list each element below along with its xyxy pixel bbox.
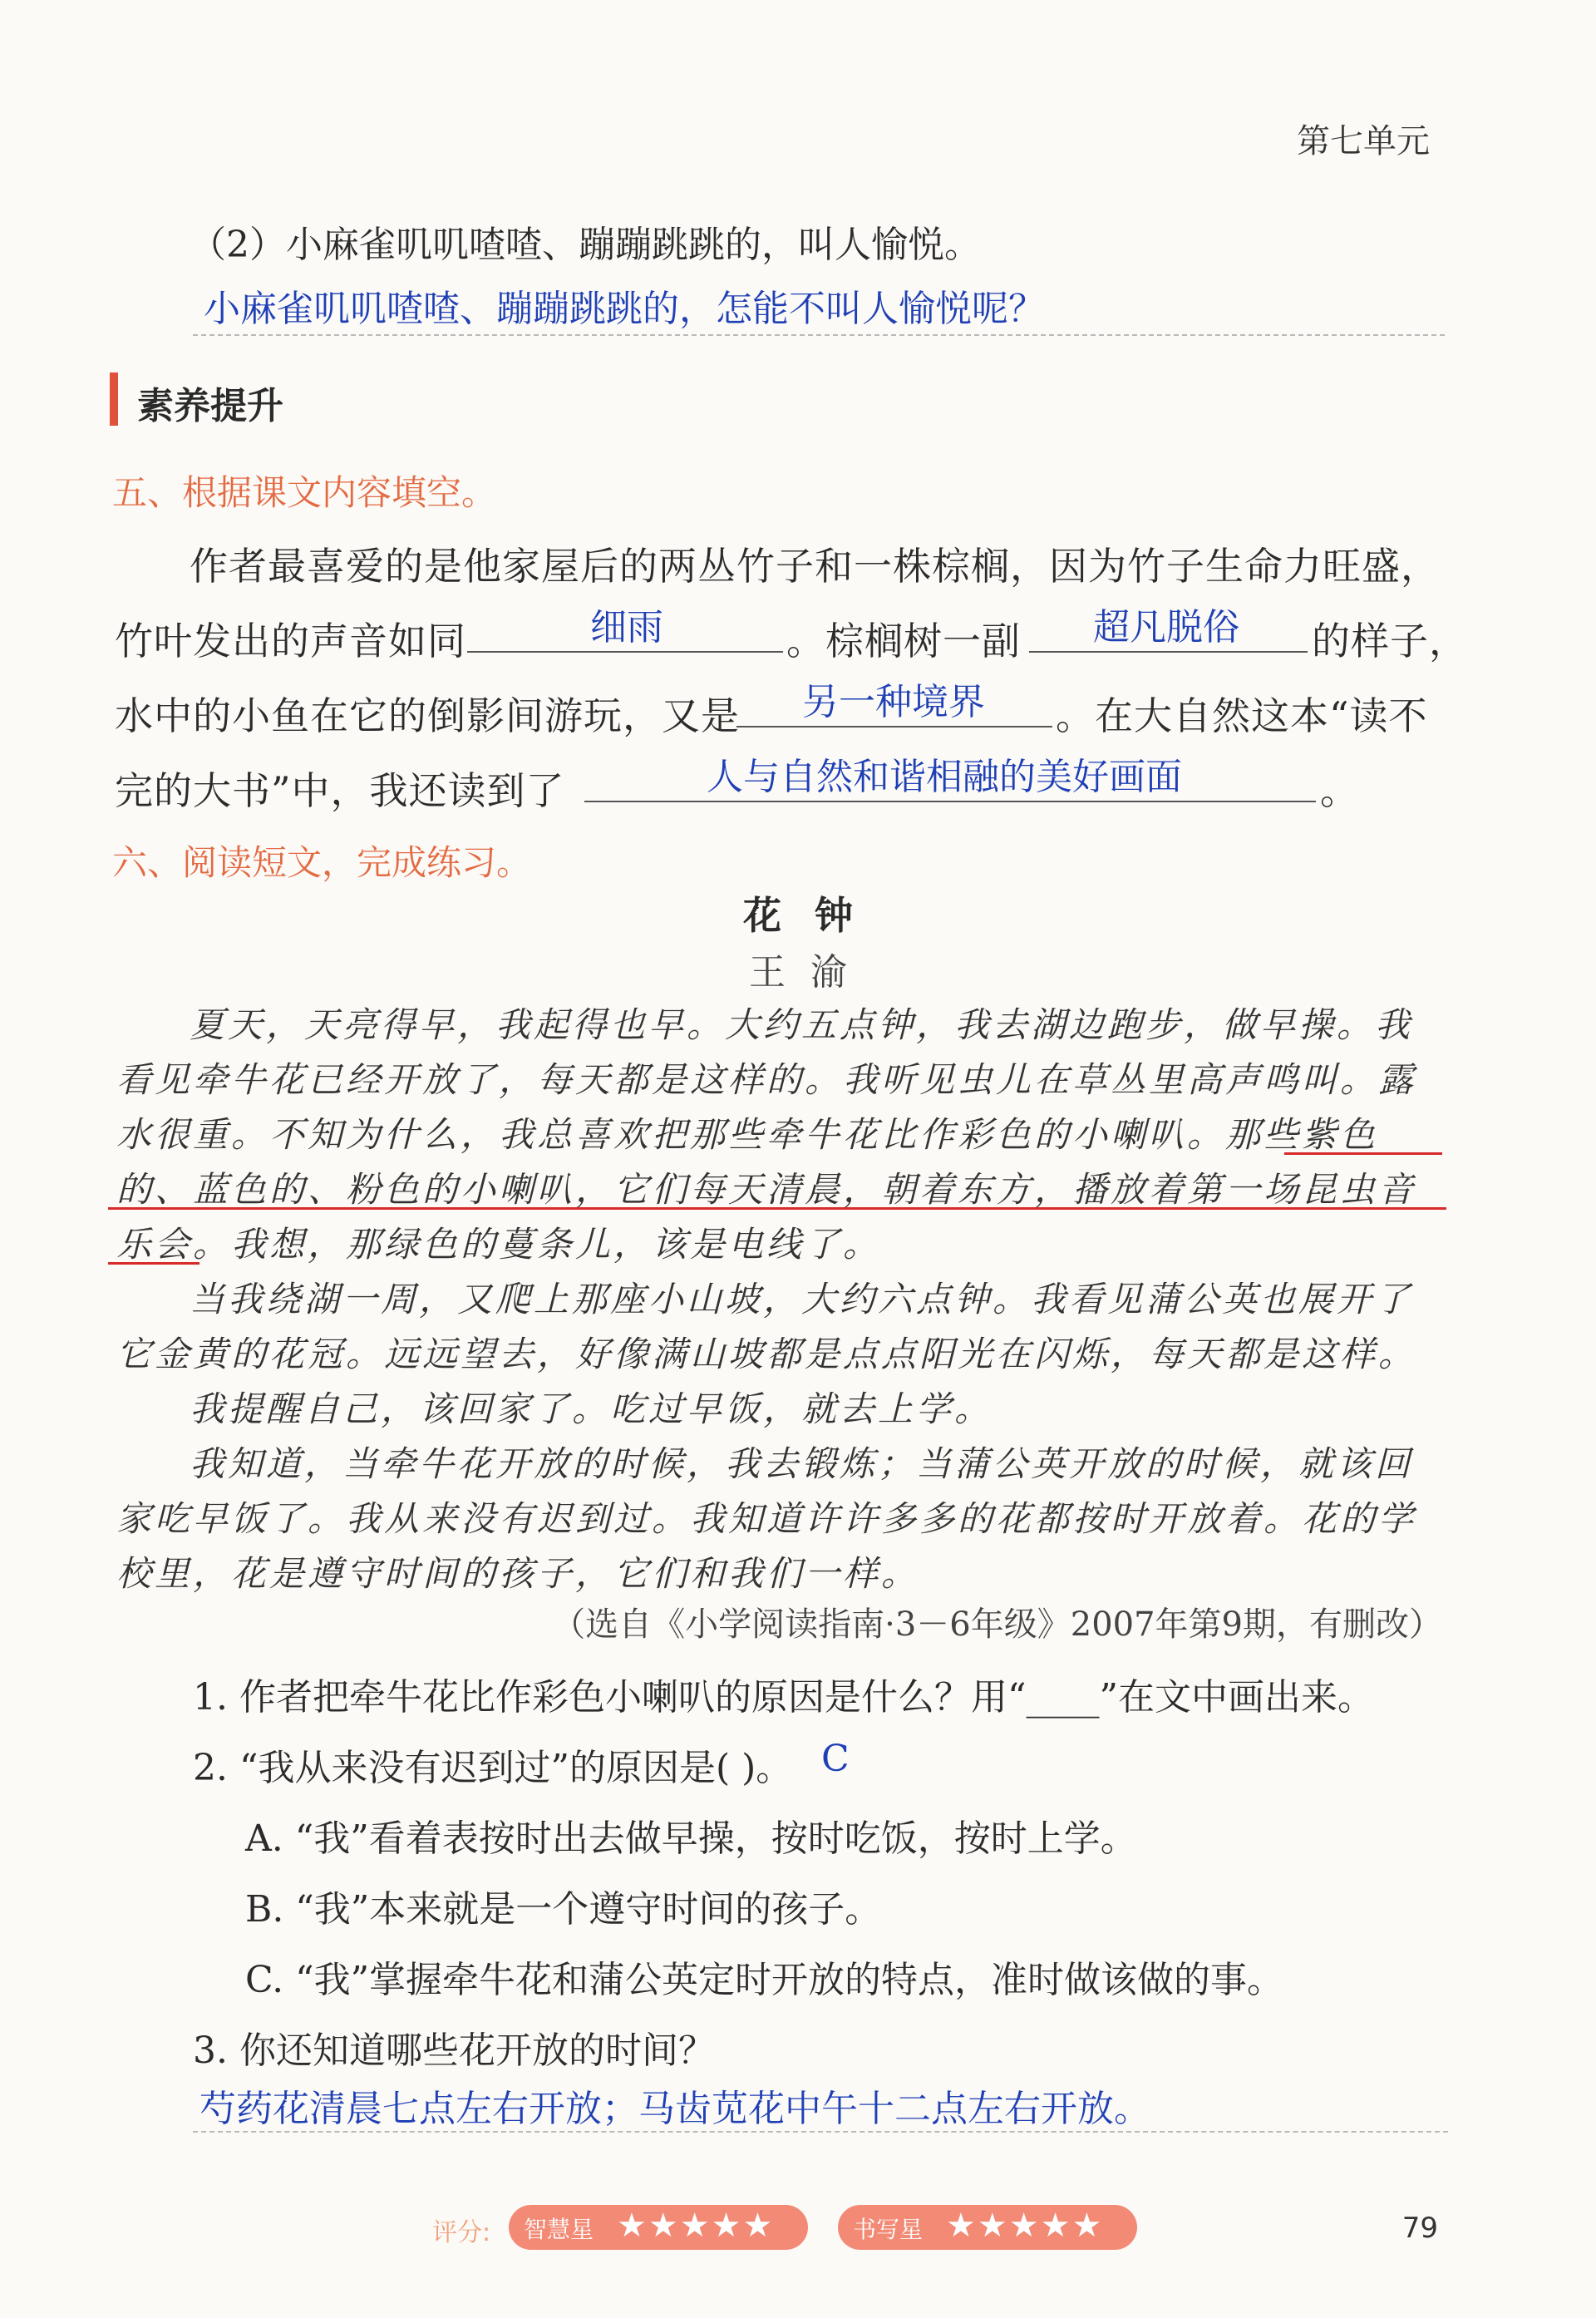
fill-line-2b: 。棕榈树一副	[786, 619, 1021, 663]
choice-a: A. “我”看着表按时出去做早操，按时吃饭，按时上学。	[245, 1817, 1137, 1860]
question-6-2-answer: C	[821, 1738, 850, 1780]
story-line: 它金黄的花冠。远远望去，好像满山坡都是点点阳光在闪烁，每天都是这样。	[116, 1334, 1417, 1374]
story-line: 夏天，天亮得早，我起得也早。大约五点钟，我去湖边跑步，做早操。我	[190, 1004, 1414, 1045]
score-label: 评分:	[432, 2218, 491, 2247]
star-icons[interactable]: ★★★★★	[617, 2207, 775, 2245]
answer-line	[193, 334, 1445, 336]
story-line: 我提醒自己，该回家了。吃过早饭，就去上学。	[190, 1388, 993, 1429]
blank-3-answer: 另一种境界	[802, 681, 985, 723]
story-line: 当我绕湖一周，又爬上那座小山坡，大约六点钟。我看见蒲公英也展开了	[190, 1279, 1414, 1319]
answer-line	[193, 2131, 1448, 2133]
writing-star-rating[interactable]	[838, 2205, 1137, 2250]
story-line: 校里，花是遵守时间的孩子，它们和我们一样。	[116, 1553, 920, 1594]
fill-line-3a: 水中的小鱼在它的倒影间游玩，又是	[115, 693, 740, 738]
answer-underline	[1284, 1152, 1442, 1155]
story-line: 我知道，当牵牛花开放的时候，我去锻炼；当蒲公英开放的时候，就该回	[190, 1443, 1414, 1484]
fill-line-2c: 的样子，	[1312, 619, 1468, 663]
answer-underline	[108, 1207, 1446, 1210]
section-title: 素养提升	[137, 385, 283, 427]
blank-3-line	[736, 726, 1052, 727]
blank-2-line	[1029, 651, 1308, 653]
answer-underline	[108, 1262, 200, 1265]
story-author: 王渝	[749, 951, 872, 994]
story-line: 的、蓝色的、粉色的小喇叭，它们每天清晨，朝着东方，播放着第一场昆虫音	[116, 1169, 1417, 1210]
blank-4-answer: 人与自然和谐相融的美好画面	[707, 756, 1182, 798]
question-5-heading: 五、根据课文内容填空。	[112, 472, 497, 513]
wisdom-star-label: 智慧星	[524, 2216, 594, 2243]
section-marker	[110, 372, 118, 426]
story-line: 家吃早饭了。我从来没有迟到过。我知道许许多多的花都按时开放着。花的学	[116, 1498, 1417, 1539]
unit-label: 第七单元	[1297, 122, 1430, 160]
page-number: 79	[1401, 2212, 1438, 2245]
story-title: 花钟	[743, 893, 886, 938]
blank-4-line	[584, 801, 1316, 802]
writing-star-label: 书写星	[853, 2216, 924, 2243]
previous-question: （2）小麻雀叽叽喳喳、蹦蹦跳跳的，叫人愉悦。	[190, 224, 981, 266]
choice-b: B. “我”本来就是一个遵守时间的孩子。	[245, 1888, 882, 1931]
fill-line-3b: 。在大自然这本“读不	[1056, 693, 1428, 738]
fill-line-4a: 完的大书”中，我还读到了	[115, 768, 565, 813]
question-6-3: 3. 你还知道哪些花开放的时间？	[193, 2029, 715, 2072]
choice-c: C. “我”掌握牵牛花和蒲公英定时开放的特点，准时做该做的事。	[245, 1959, 1284, 2001]
story-line: 看见牵牛花已经开放了，每天都是这样的。我听见虫儿在草丛里高声鸣叫。露	[116, 1059, 1417, 1100]
blank-2-answer: 超凡脱俗	[1093, 606, 1239, 649]
star-icons[interactable]: ★★★★★	[946, 2207, 1104, 2245]
fill-line-1: 作者最喜爱的是他家屋后的两丛竹子和一株棕榈，因为竹子生命力旺盛，	[190, 544, 1440, 589]
fill-line-4b: 。	[1320, 768, 1359, 813]
wisdom-star-rating[interactable]	[509, 2205, 808, 2250]
story-line: 乐会。我想，那绿色的蔓条儿，该是电线了。	[116, 1224, 882, 1265]
question-6-1: 1. 作者把牵牛花比作彩色小喇叭的原因是什么？用“____”在文中画出来。	[193, 1676, 1374, 1719]
source-citation: （选自《小学阅读指南·3－6年级》2007年第9期，有删改）	[552, 1605, 1442, 1644]
fill-line-2a: 竹叶发出的声音如同	[115, 619, 466, 663]
previous-answer: 小麻雀叽叽喳喳、蹦蹦跳跳的，怎能不叫人愉悦呢？	[204, 288, 1045, 330]
story-line: 水很重。不知为什么，我总喜欢把那些牵牛花比作彩色的小喇叭。那些紫色	[116, 1114, 1379, 1155]
blank-1-answer: 细雨	[590, 606, 663, 649]
question-6-heading: 六、阅读短文，完成练习。	[112, 842, 532, 883]
blank-1-line	[467, 651, 783, 653]
question-6-3-answer: 芍药花清晨七点左右开放；马齿苋花中午十二点左右开放。	[200, 2088, 1150, 2130]
question-6-2: 2. “我从来没有迟到过”的原因是( )。	[193, 1747, 793, 1789]
